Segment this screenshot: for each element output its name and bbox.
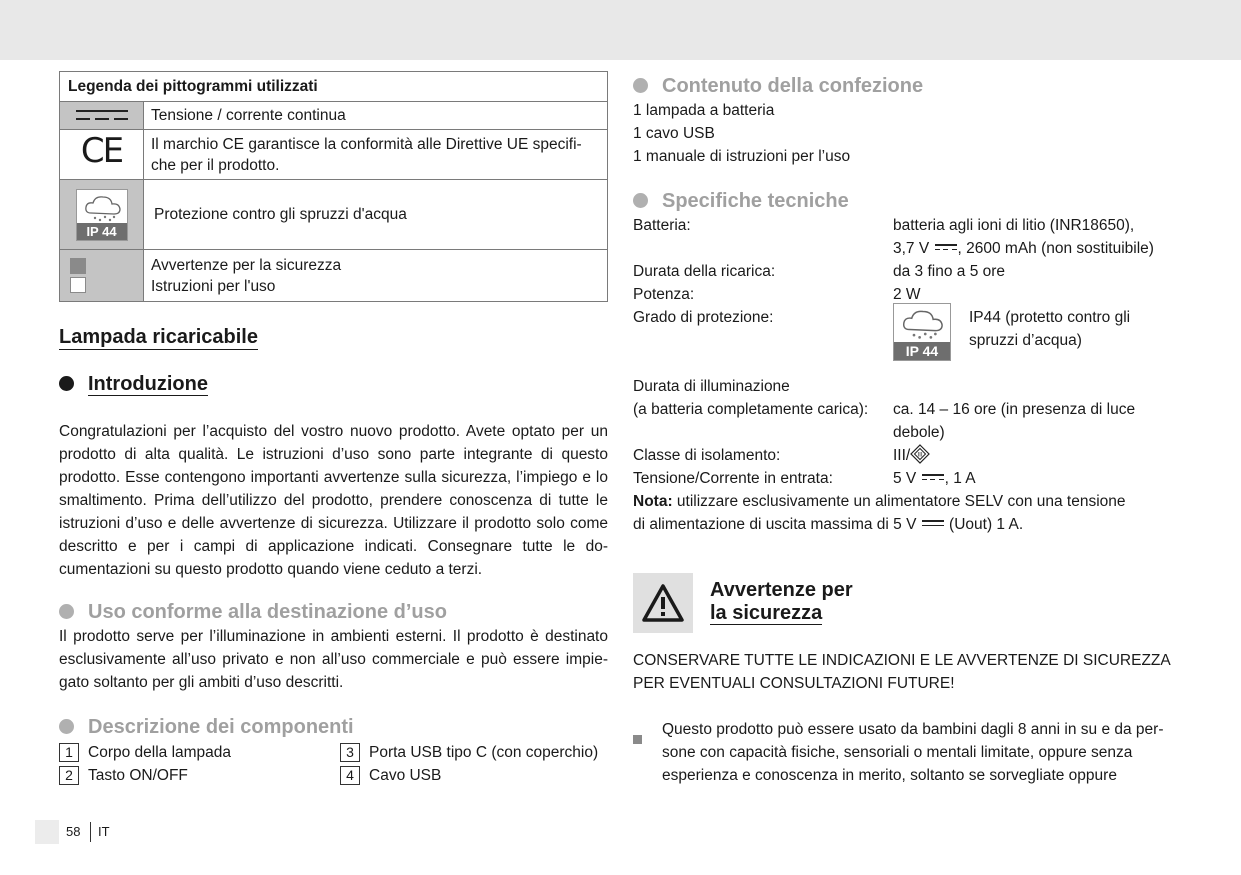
legend-row [60,130,608,180]
svg-text:III: III [917,451,923,459]
language-code: IT [98,824,110,839]
footer-box [35,820,59,844]
dc-current-icon [60,102,144,130]
component-item: 1 Corpo della lampada [59,741,339,764]
spec-row: Durata di illuminazione [633,378,790,395]
footer-divider [90,822,91,842]
warning-icon-box [633,573,693,633]
legend-row [60,180,608,250]
contents-item: 1 cavo USB [633,125,715,142]
top-band [0,0,1241,60]
bullet-dot-icon [59,719,74,734]
safety-heading: Avvertenze per la sicurezza [710,579,853,624]
legend-row [60,102,608,130]
page-title: Lampada ricaricabile [59,326,258,348]
spec-row: Tensione/Corrente in entrata: 5 V , 1 A [633,470,976,487]
bullet-dot-icon [59,376,74,391]
legend-text: Il marchio CE garantisce la conformità alle Direttive UE specifi- che per il prodotto. [144,130,608,180]
intro-heading: Introduzione [59,371,208,397]
legend-row [60,250,608,302]
spec-row: Potenza: 2 W [633,286,921,303]
pictogram-legend-table [59,71,608,302]
spec-row: Classe di isolamento: III/ III [633,444,1193,467]
bullet-square-icon [633,728,642,751]
dc-current-icon [922,520,944,526]
warning-triangle-icon [641,583,685,623]
use-text: Il prodotto serve per l’illuminazione in ambienti esterni. Il prodotto è destinato esclusivamente all’uso privato e non all’uso commerciale e può essere impie-gato soltanto per gli ambiti d’uso descritti. [59,628,608,691]
contents-list [633,99,850,168]
legend-text: Avvertenze per la sicurezza Istruzioni per l'uso [144,250,608,302]
legend-header-row [60,72,608,102]
ce-mark-icon: CE [60,130,144,180]
bullet-dot-icon [59,604,74,619]
ip44-icon: IP 44 [60,180,144,250]
legend-header: Legenda dei pittogrammi utilizzati [60,72,608,102]
specs-heading: Specifiche tecniche [633,188,849,214]
safety-bullet-text: Questo prodotto può essere usato da bambini dagli 8 anni in su e da per- sone con capacità fisiche, sensoriali o mentali limitate, oppure senza esperienza e conoscenza in merito, soltanto se sorvegliate oppure [662,721,1164,784]
class-iii-icon [910,444,930,464]
spec-row: Batteria: batteria agli ioni di litio (INR18650), 3,7 V , 2600 mAh (non sostituibile) [633,217,1154,257]
bullet-dot-icon [633,78,648,93]
legend-text: Protezione contro gli spruzzi d'acqua [144,180,608,250]
specs-table [633,214,1193,536]
note: Nota: utilizzare esclusivamente un alimentatore SELV con una tensione [633,493,1126,510]
components-heading: Descrizione dei componenti [59,714,354,740]
component-item: 4 Cavo USB [340,764,610,787]
contents-item: 1 lampada a batteria [633,102,775,119]
note-line-2: di alimentazione di uscita massima di 5 V (Uout) 1 A. [633,516,1024,533]
component-item: 2 Tasto ON/OFF [59,764,339,787]
component-item: 3 Porta USB tipo C (con coperchio) [340,741,610,764]
contents-item: 1 manuale di istruzioni per l’uso [633,148,851,165]
components-list-right [340,741,610,787]
dc-current-icon [922,474,944,480]
spec-row: Grado di protezione: IP 44 IP44 (protetto contro gli spruzzi d’acqua) [633,306,1193,375]
use-heading: Uso conforme alla destinazione d’uso [59,599,447,625]
page-number: 58 [66,824,81,839]
dc-current-icon [935,244,957,250]
legend-text: Tensione / corrente continua [144,102,608,130]
contents-heading: Contenuto della confezione [633,73,923,99]
bullet-dot-icon [633,193,648,208]
ip44-icon: IP 44 [893,303,951,361]
spec-row: (a batteria completamente carica): ca. 14 – 16 ore (in presenza di luce debole) [633,401,1136,441]
safety-squares-icon [60,250,144,302]
components-list-left [59,741,339,787]
spec-row: Durata della ricarica: da 3 fino a 5 ore [633,263,1006,280]
keep-instructions: CONSERVARE TUTTE LE INDICAZIONI E LE AVVERTENZE DI SICUREZZA PER EVENTUALI CONSULTAZIONI FUTURE! [633,652,1171,692]
intro-text: Congratulazioni per l’acquisto del vostro nuovo prodotto. Avete optato per un prodotto di alta qualità. Le istruzioni d’uso sono parte integrante di questo prodotto. Esse contengono importanti avvertenze sulla sicurezza, l’impiego e lo smaltimento. Prima dell’utilizzo del prodotto, prendere conoscenza di tutte le istruzioni d’uso e delle avvertenze di sicurezza. Utilizzare il prodotto solo come descritto e per i campi di applicazione indicati. Consegnare tutte le do-cumentazioni su questo prodotto quando viene ceduto a terzi. [59,423,608,578]
